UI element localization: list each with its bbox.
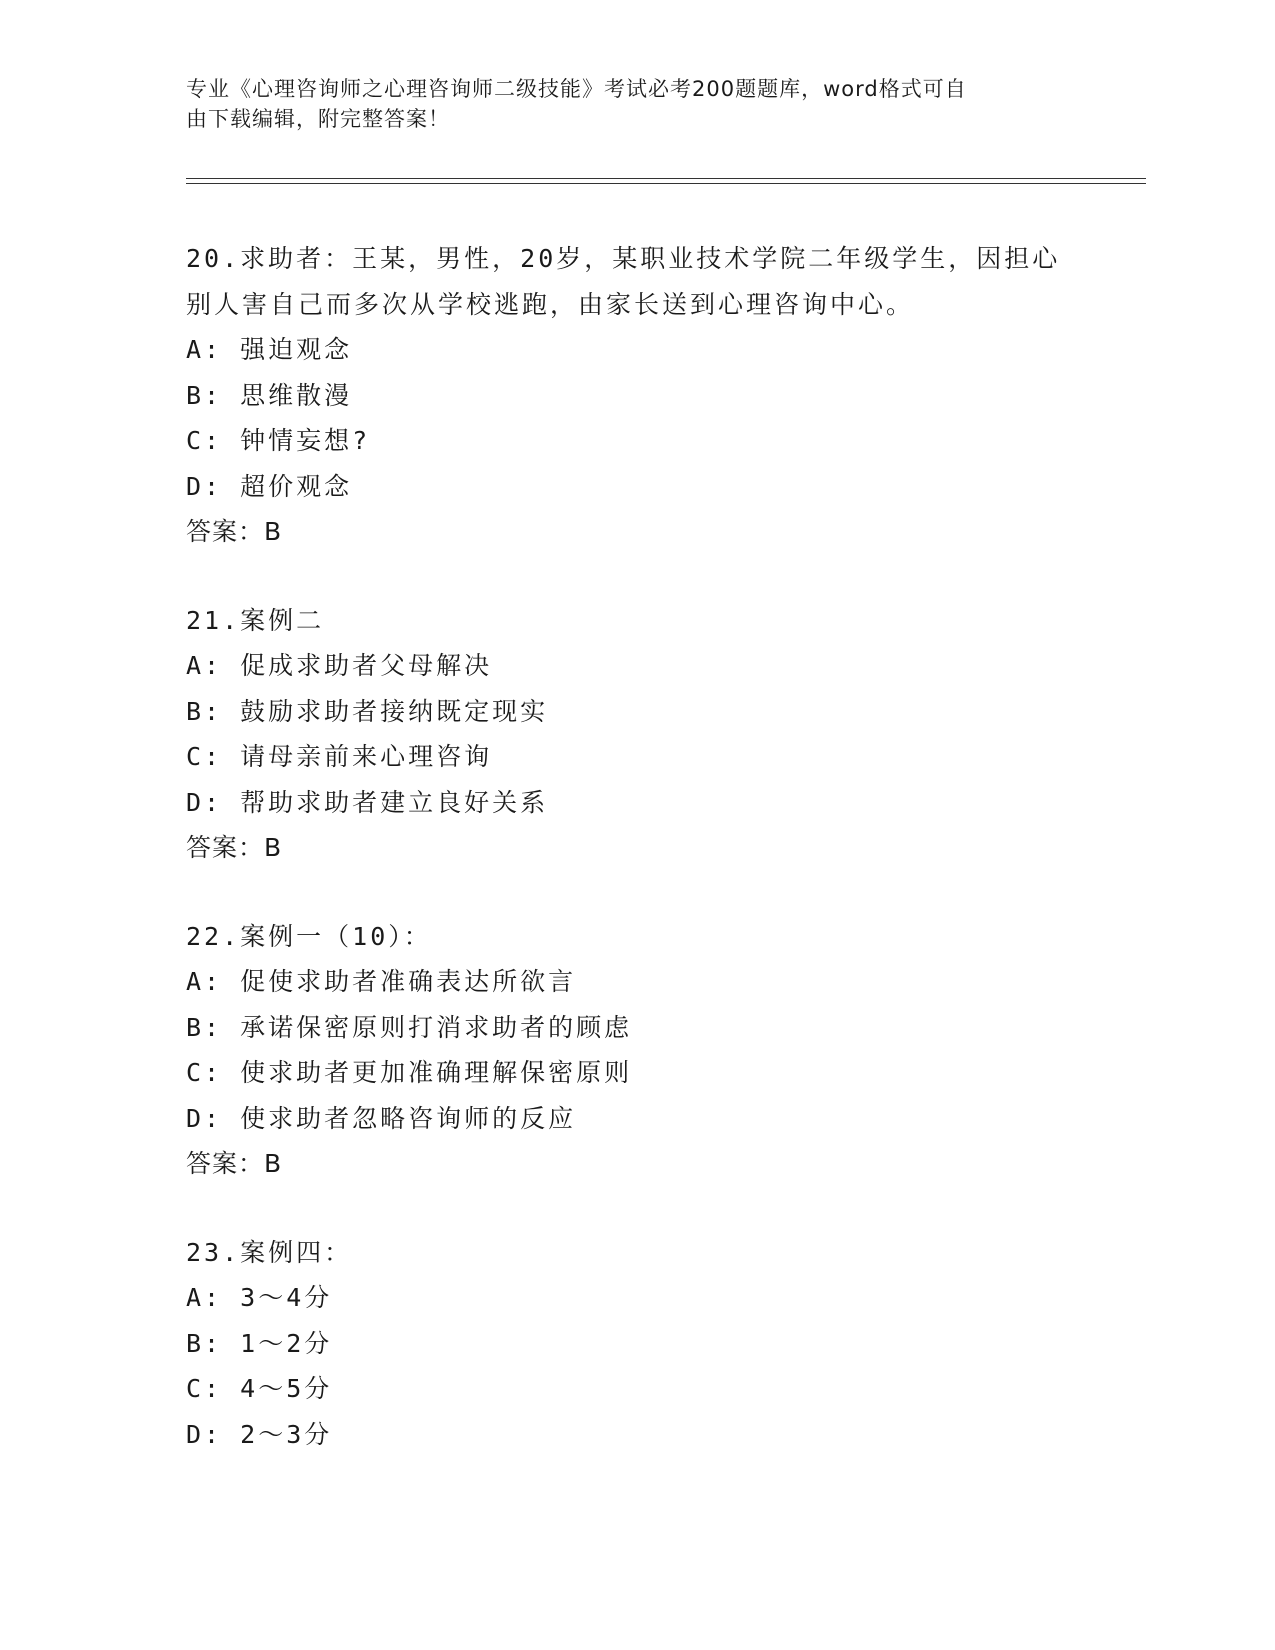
header-divider-top	[186, 178, 1146, 179]
option-d: D: 超价观念	[186, 471, 353, 501]
question-22	[186, 914, 1106, 1187]
answer: 答案：B	[186, 517, 283, 546]
option-a: A: 促成求助者父母解决	[186, 651, 493, 680]
question-20	[186, 236, 1106, 555]
question-list	[186, 236, 1106, 1500]
document-header	[186, 74, 1066, 134]
question-21	[186, 598, 1106, 871]
question-stem: 23.案例四：	[186, 1237, 353, 1267]
option-c: C: 4～5分	[186, 1374, 333, 1403]
header-line-1: 专业《心理咨询师之心理咨询师二级技能》考试必考200题题库，word格式可自	[186, 77, 967, 101]
option-c: C: 钟情妄想?	[186, 426, 371, 455]
option-d: D: 帮助求助者建立良好关系	[186, 787, 549, 817]
header-divider-bottom	[186, 183, 1146, 184]
option-b: B: 1～2分	[186, 1328, 333, 1358]
option-a: A: 强迫观念	[186, 335, 353, 364]
question-stem: 20.求助者：王某，男性，20岁，某职业技术学院二年级学生，因担心	[186, 244, 1061, 273]
option-b: B: 鼓励求助者接纳既定现实	[186, 696, 549, 726]
answer: 答案：B	[186, 833, 283, 862]
option-c: C: 请母亲前来心理咨询	[186, 742, 493, 771]
option-c: C: 使求助者更加准确理解保密原则	[186, 1058, 633, 1087]
option-d: D: 使求助者忽略咨询师的反应	[186, 1103, 577, 1133]
option-d: D: 2～3分	[186, 1419, 333, 1449]
option-b: B: 思维散漫	[186, 380, 353, 410]
question-stem: 22.案例一（10）：	[186, 921, 432, 951]
option-b: B: 承诺保密原则打消求助者的顾虑	[186, 1012, 633, 1042]
question-stem: 21.案例二	[186, 605, 325, 635]
option-a: A: 促使求助者准确表达所欲言	[186, 967, 577, 996]
answer: 答案：B	[186, 1149, 283, 1178]
question-stem-continued: 别人害自己而多次从学校逃跑，由家长送到心理咨询中心。	[186, 289, 915, 319]
header-line-2: 由下载编辑，附完整答案！	[186, 107, 450, 131]
question-23	[186, 1230, 1106, 1458]
option-a: A: 3～4分	[186, 1283, 333, 1312]
